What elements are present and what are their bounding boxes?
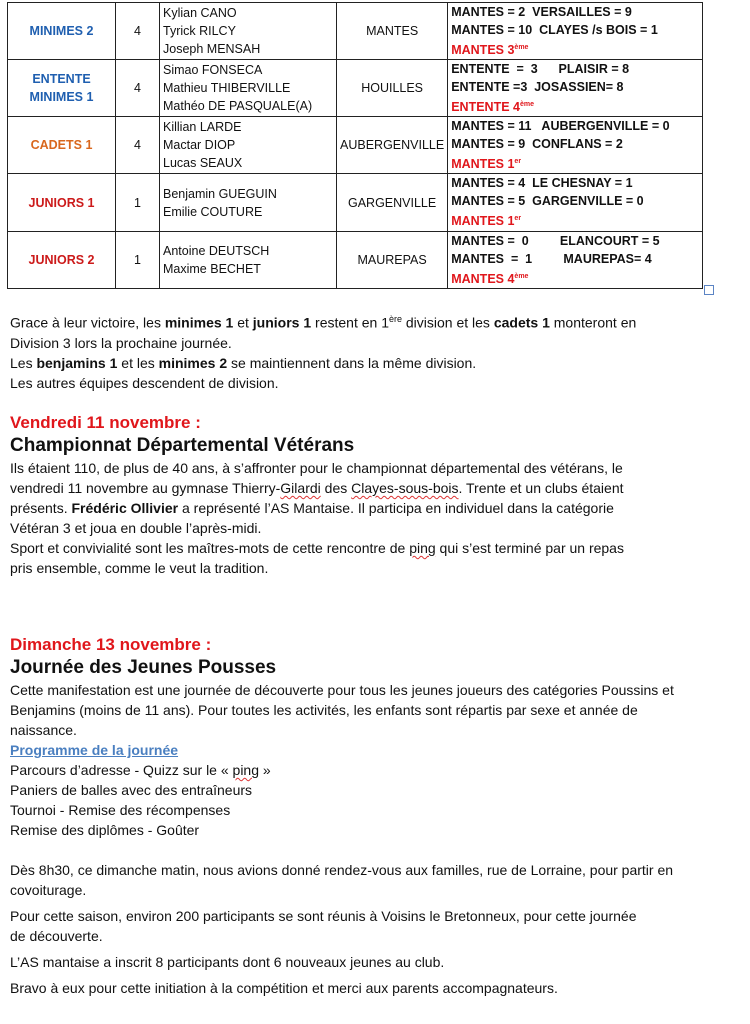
programme-link[interactable]: Programme de la journée [10,742,179,758]
score-line: ENTENTE = 3 PLAISIR = 8 [451,62,630,77]
player-name: Mathéo DE PASQUALE(A) [163,99,313,114]
jeunes-paragraph-1-line-1: Dès 8h30, ce dimanche matin, nous avions donné rendez-vous aux familles, rue de Lorraine, pour partir en [10,862,674,878]
player-name: Joseph MENSAH [163,42,261,57]
ranking: MANTES 4ème [451,271,529,286]
player-name: Tyrick RILCY [163,24,236,39]
veterans-line-1: Ils étaient 110, de plus de 40 ans, à s’affronter pour le championnat départemental des vétérans, le [10,460,623,476]
score-line: MANTES = 11 AUBERGENVILLE = 0 [451,119,670,134]
programme-item: Remise des diplômes - Goûter [10,822,200,838]
veterans-line-4: Vétéran 3 et joua en double l’après-midi. [10,520,262,536]
players-cell [160,231,337,288]
veterans-section [10,412,740,578]
jeunes-date-heading: Dimanche 13 novembre : [10,635,212,654]
jeunes-line-2: Benjamins (moins de 11 ans). Pour toutes les activités, les enfants sont répartis par sexe et année de [10,702,638,718]
ranking: ENTENTE 4ème [451,100,534,115]
score-line: MANTES = 4 LE CHESNAY = 1 [451,176,633,191]
scores-cell [448,117,703,174]
players-cell [160,3,337,60]
summary-line-1: Grace à leur victoire, les minimes 1 et juniors 1 restent en 1ère division et les cadets 1 monteront en [10,314,637,331]
score-line: MANTES = 1 MAUREPAS= 4 [451,251,652,266]
player-name: Killian LARDE [163,120,242,135]
team-name: JUNIORS 2 [8,231,116,288]
results-row [8,60,703,117]
veterans-line-2: vendredi 11 novembre au gymnase Thierry-Gilardi des Clayes-sous-bois. Trente et un clubs étaient [10,480,624,496]
team-name: ENTENTE MINIMES 1 [8,60,116,117]
veterans-line-6: pris ensemble, comme le veut la tradition. [10,560,269,576]
players-cell [160,174,337,231]
jeunes-paragraph-3: L’AS mantaise a inscrit 8 participants dont 6 nouveaux jeunes au club. [10,954,445,970]
match-count: 4 [116,3,160,60]
jeunes-section [10,634,740,998]
venue: GARGENVILLE [337,174,448,231]
jeunes-paragraph-4: Bravo à eux pour cette initiation à la compétition et merci aux parents accompagnateurs. [10,980,558,996]
results-row [8,117,703,174]
match-count: 1 [116,174,160,231]
venue: MANTES [337,3,448,60]
programme-item: Paniers de balles avec des entraîneurs [10,782,253,798]
summary-line-2: Division 3 lors la prochaine journée. [10,334,232,351]
player-name: Benjamin GUEGUIN [163,186,277,201]
jeunes-paragraph-2-line-2: de découverte. [10,928,103,944]
player-name: Mactar DIOP [163,138,236,153]
results-table-body [8,3,703,289]
venue: HOUILLES [337,60,448,117]
ranking: MANTES 3ème [451,43,529,58]
scores-cell [448,231,703,288]
player-name: Simao FONSECA [163,63,263,78]
veterans-date-heading: Vendredi 11 novembre : [10,413,201,432]
score-line: MANTES = 2 VERSAILLES = 9 [451,5,632,19]
ranking: MANTES 1er [451,157,522,172]
match-count: 4 [116,117,160,174]
results-row [8,174,703,231]
programme-item: Tournoi - Remise des récompenses [10,802,231,818]
programme-item: Parcours d’adresse - Quizz sur le « ping » [10,762,271,778]
jeunes-paragraph-2-line-1: Pour cette saison, environ 200 participants se sont réunis à Voisins le Bretonneux, pour cette journée [10,908,637,924]
veterans-line-3: présents. Frédéric Ollivier a représenté l’AS Mantaise. Il participa en individuel dans la catégorie [10,500,614,516]
summary-section [10,309,740,393]
player-name: Emilie COUTURE [163,204,263,219]
summary-line-4: Les autres équipes descendent de division. [10,374,279,391]
veterans-title: Championnat Départemental Vétérans [10,435,355,456]
score-line: MANTES = 9 CONFLANS = 2 [451,137,623,152]
veterans-line-5: Sport et convivialité sont les maîtres-mots de cette rencontre de ping qui s’est terminé par un repas [10,540,624,556]
results-table [7,2,703,289]
team-name: CADETS 1 [8,117,116,174]
results-row [8,231,703,288]
scores-cell [448,60,703,117]
score-line: ENTENTE =3 JOSASSIEN= 8 [451,80,624,95]
scores-cell [448,174,703,231]
results-row [8,3,703,60]
player-name: Lucas SEAUX [163,156,243,171]
summary-line-3: Les benjamins 1 et les minimes 2 se maintiennent dans la même division. [10,354,477,371]
score-line: MANTES = 0 ELANCOURT = 5 [451,233,660,248]
players-cell [160,60,337,117]
match-count: 4 [116,60,160,117]
team-name: JUNIORS 1 [8,174,116,231]
jeunes-paragraph-1-line-2: covoiturage. [10,882,87,898]
venue: MAUREPAS [337,231,448,288]
match-count: 1 [116,231,160,288]
score-line: MANTES = 5 GARGENVILLE = 0 [451,194,644,209]
player-name: Kylian CANO [163,6,237,21]
jeunes-line-1: Cette manifestation est une journée de découverte pour tous les jeunes joueurs des catégories Poussins et [10,682,674,698]
scores-cell [448,3,703,60]
player-name: Maxime BECHET [163,261,261,276]
players-cell [160,117,337,174]
team-name: MINIMES 2 [8,3,116,60]
jeunes-title: Journée des Jeunes Pousses [10,657,277,678]
player-name: Antoine DEUTSCH [163,243,270,258]
player-name: Mathieu THIBERVILLE [163,81,291,96]
score-line: MANTES = 10 CLAYES /s BOIS = 1 [451,23,658,37]
ranking: MANTES 1er [451,214,522,229]
table-resize-handle[interactable] [704,285,714,295]
venue: AUBERGENVILLE [337,117,448,174]
jeunes-line-3: naissance. [10,722,77,738]
